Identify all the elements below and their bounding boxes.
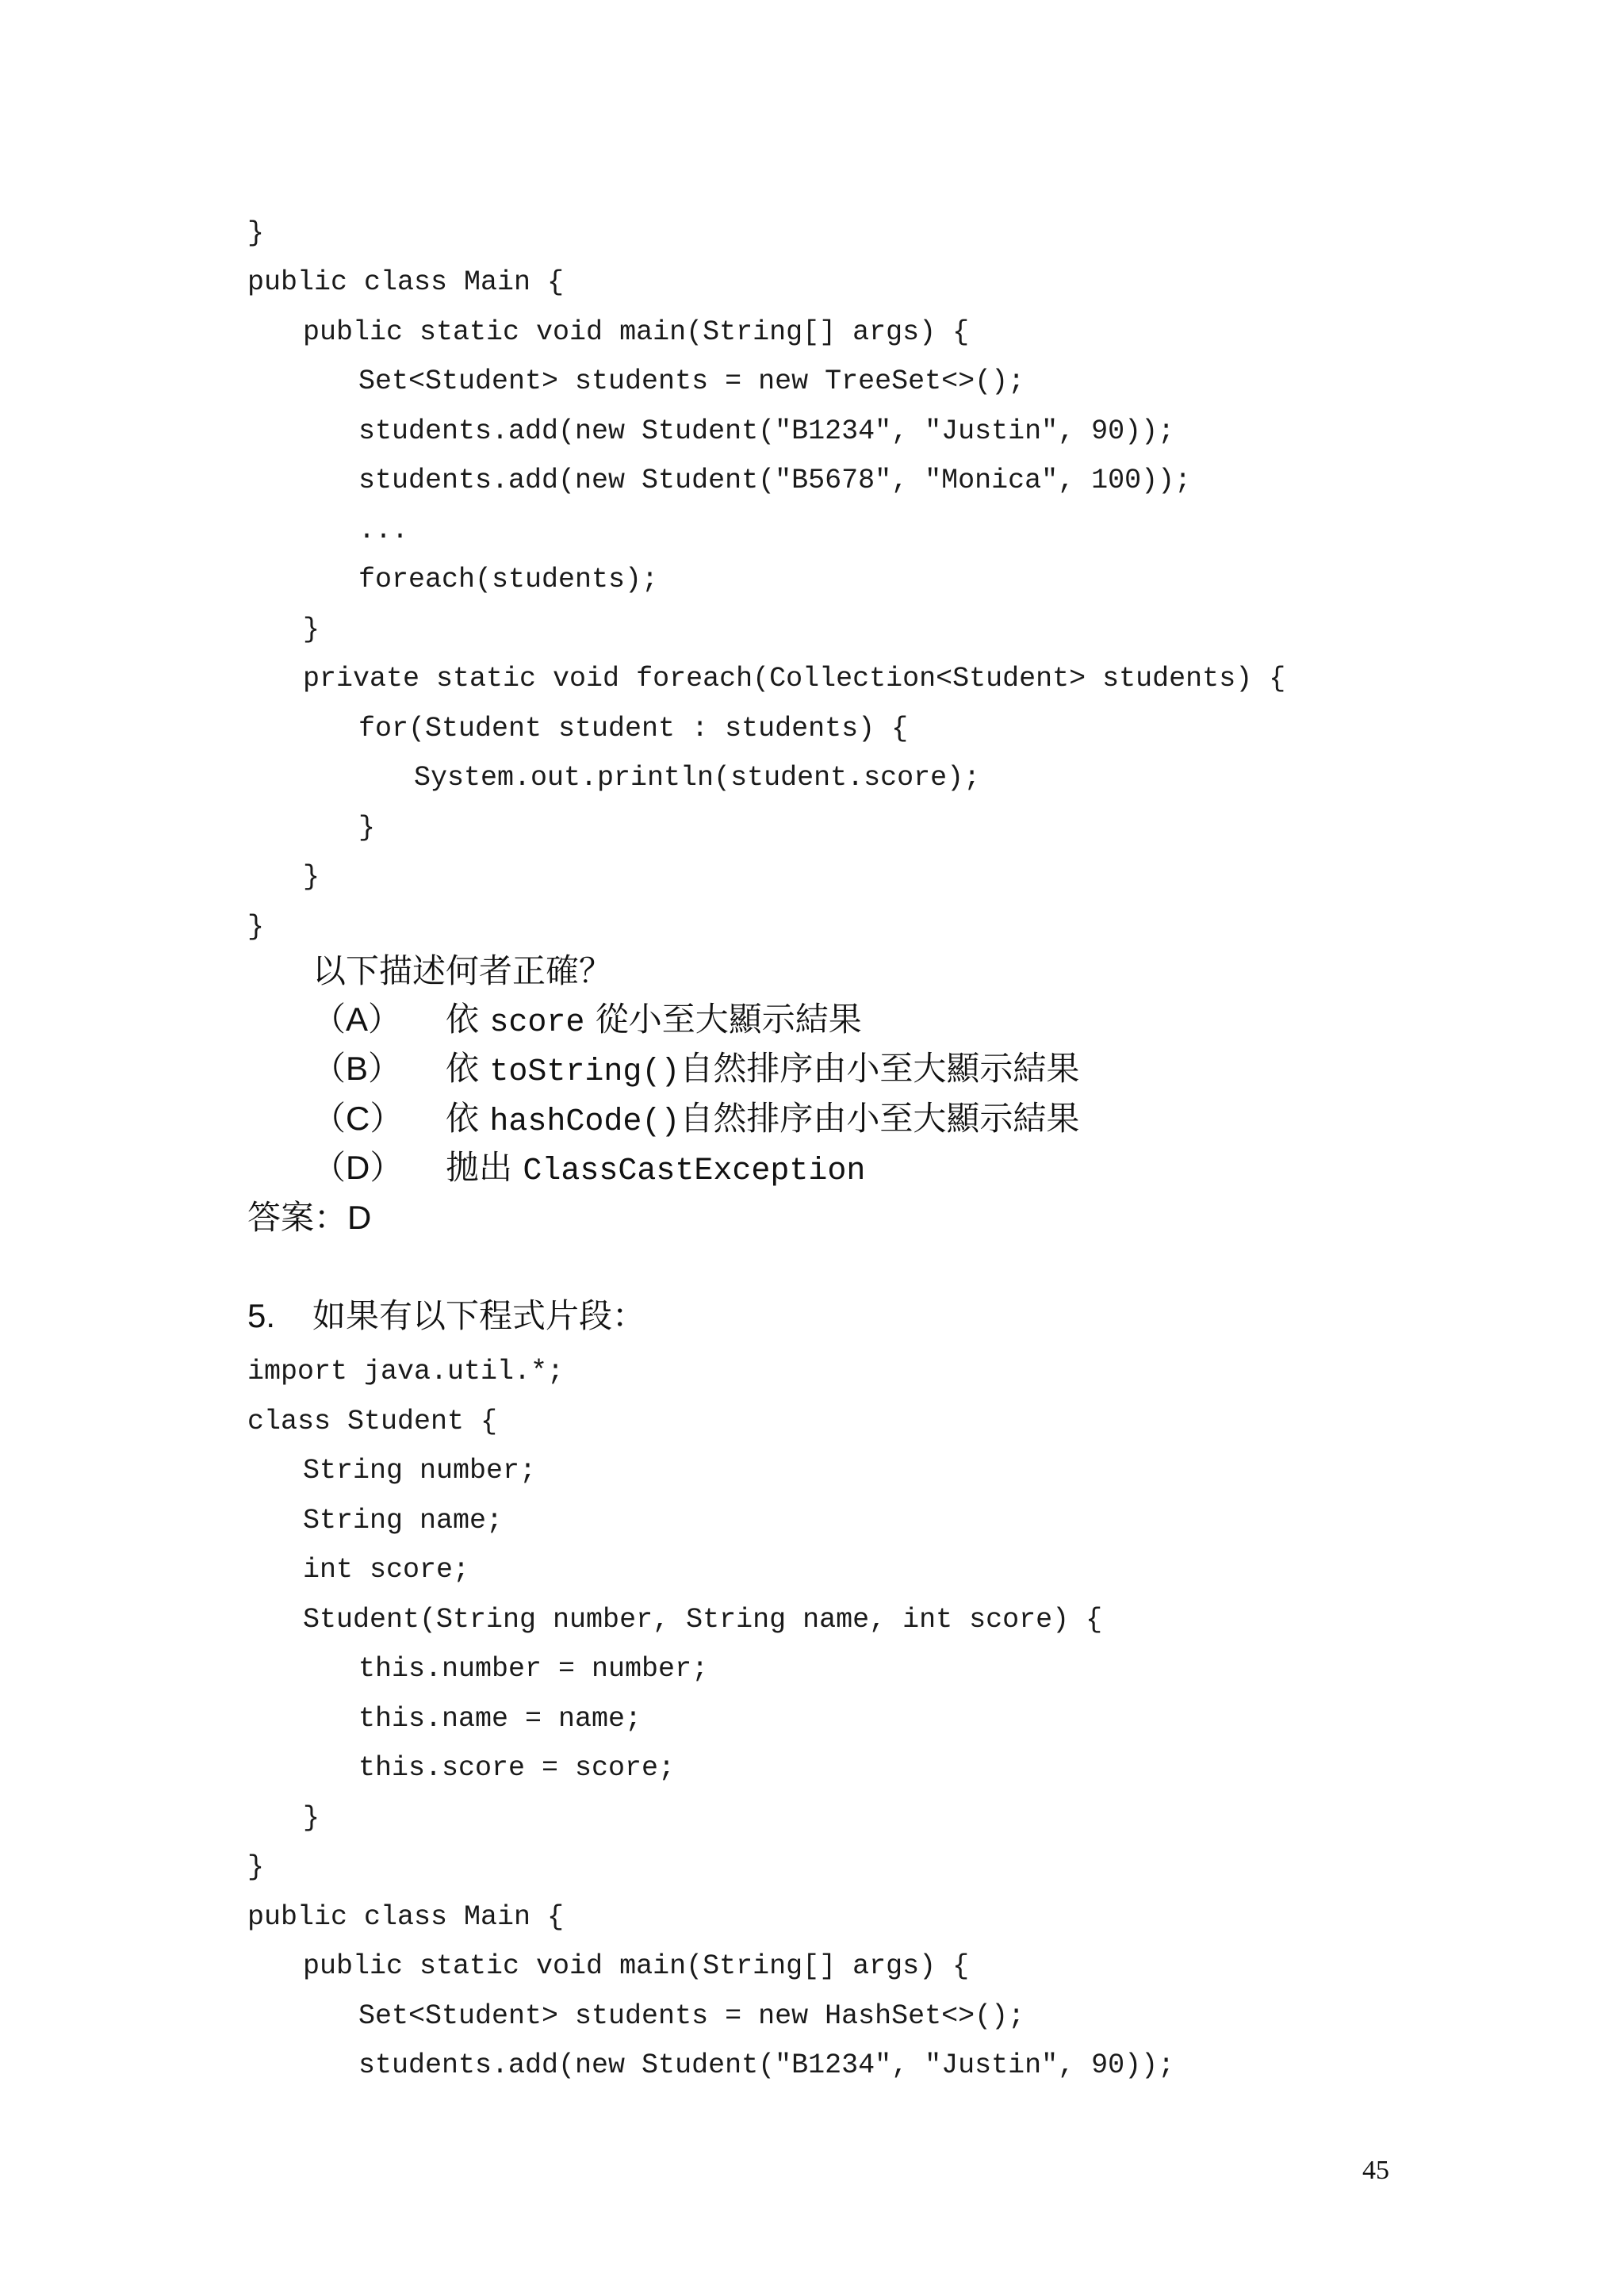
question-prompt: 以下描述何者正確？ [312,952,613,989]
code-line: public static void main(String[] args) { [303,1950,970,1982]
code-line: } [247,911,265,943]
option-text: 依 toString()自然排序由小至大顯示結果 [446,1049,1080,1090]
option-text: 拋出 ClassCastException [446,1148,866,1189]
code-line: System.out.println(student.score); [414,762,981,794]
page-number: 45 [1362,2156,1389,2185]
code-line: foreach(students); [358,564,659,595]
code-line: int score; [303,1554,470,1586]
code-line: } [247,1851,265,1883]
code-line: this.number = number; [358,1653,709,1685]
code-line: } [303,614,320,645]
code-line: } [303,1802,320,1834]
code-line: ... [358,515,409,546]
question-number: 5. [247,1297,276,1334]
answer-line: 答案：D [247,1199,372,1236]
option-label: （B） [312,1050,402,1087]
code-line: this.name = name; [358,1703,642,1735]
code-line: private static void foreach(Collection<Student> students) { [303,663,1286,695]
code-line: students.add(new Student("B1234", "Justin", 90)); [358,415,1175,447]
option-label: （D） [312,1149,404,1186]
option-label: （C） [312,1100,404,1137]
code-line: } [358,812,376,844]
code-line: Student(String number, String name, int score) { [303,1604,1103,1636]
option-text: 依 score 從小至大顯示結果 [446,1000,862,1041]
option-label: （A） [312,1001,402,1038]
code-line: } [303,861,320,893]
code-line: import java.util.*; [247,1356,565,1387]
code-line: public class Main { [247,266,565,298]
option-text: 依 hashCode()自然排序由小至大顯示結果 [446,1099,1080,1140]
code-line: String number; [303,1455,537,1487]
code-line: this.score = score; [358,1752,676,1784]
question-title: 如果有以下程式片段： [312,1297,646,1334]
code-line: public static void main(String[] args) { [303,316,970,348]
code-line: students.add(new Student("B5678", "Monica", 100)); [358,465,1192,496]
code-line: class Student { [247,1406,498,1437]
code-line: students.add(new Student("B1234", "Justin", 90)); [358,2049,1175,2081]
code-line: } [247,217,265,249]
code-line: public class Main { [247,1901,565,1933]
code-line: Set<Student> students = new TreeSet<>(); [358,365,1025,397]
code-line: Set<Student> students = new HashSet<>(); [358,2000,1025,2032]
code-line: for(Student student : students) { [358,713,909,744]
code-line: String name; [303,1505,504,1536]
